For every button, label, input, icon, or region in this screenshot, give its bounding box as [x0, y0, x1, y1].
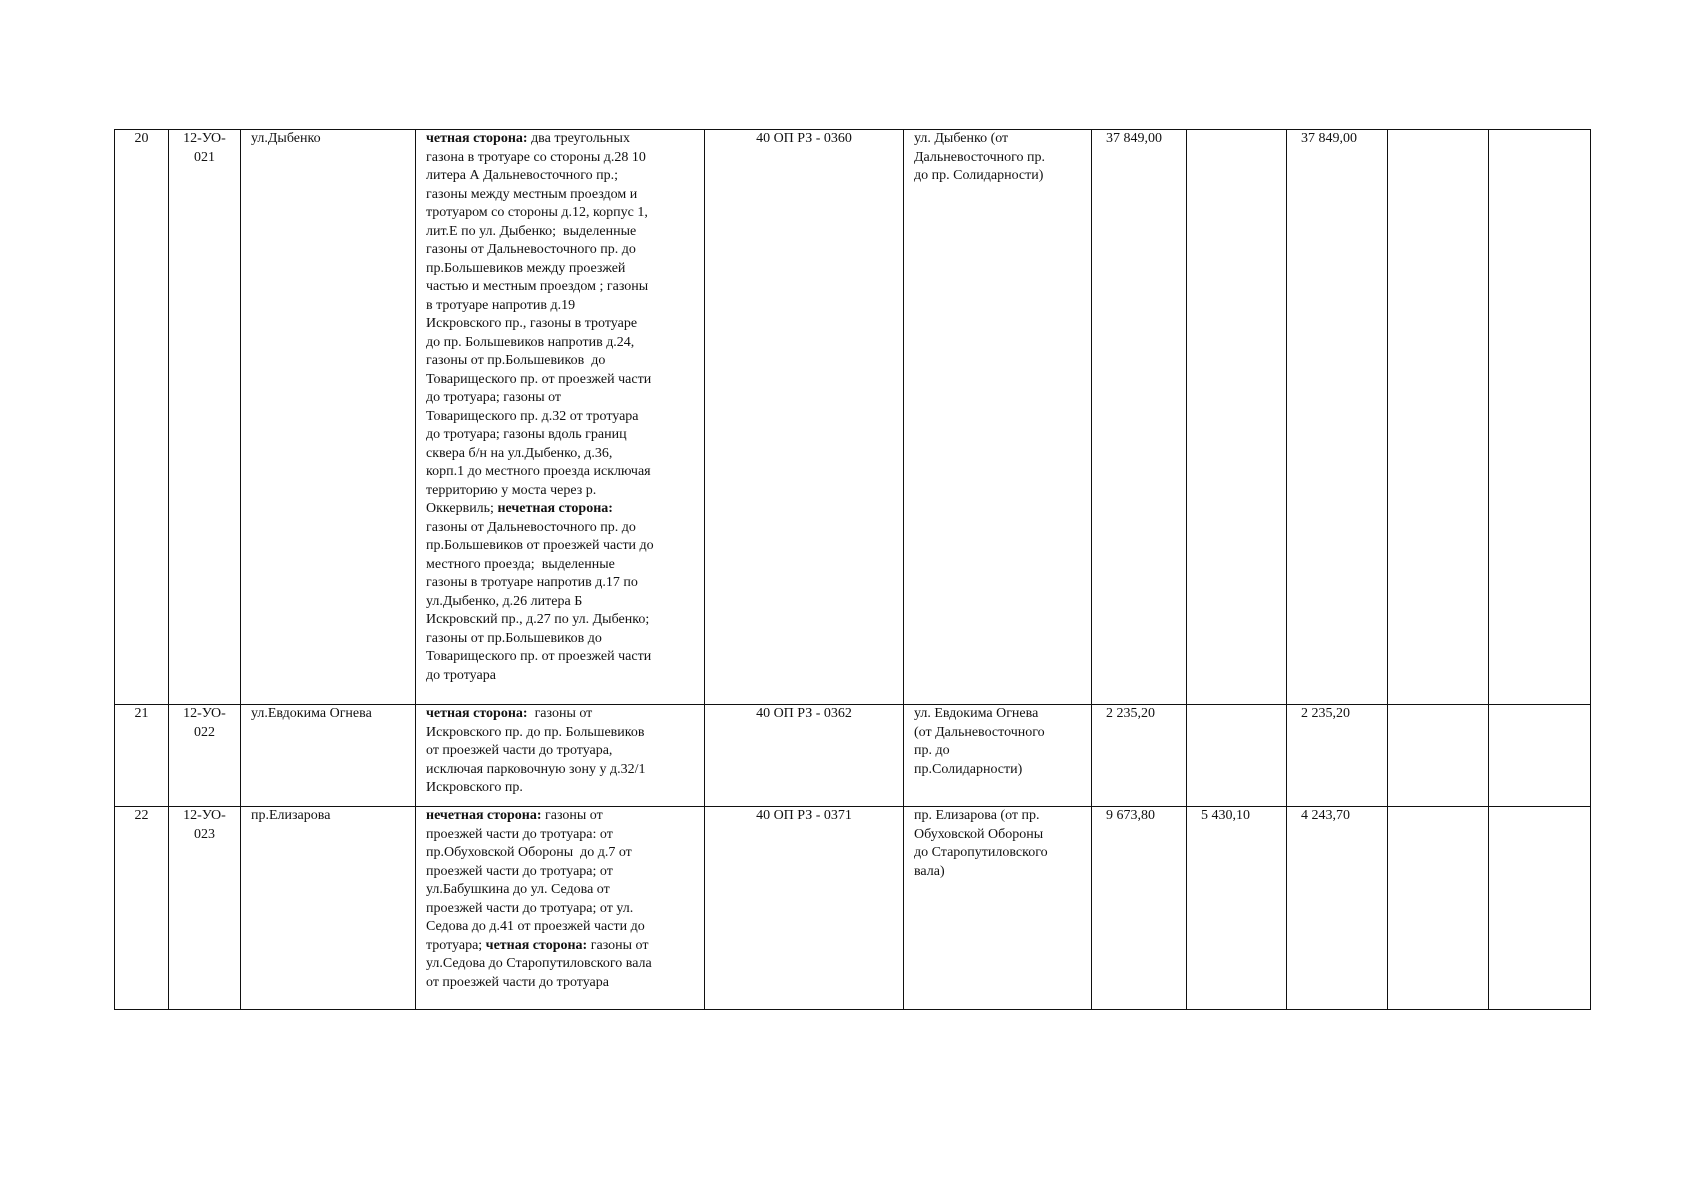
- road-name-line: пр. до: [914, 743, 950, 758]
- description-text: до тротуара; газоны вдоль границ: [426, 427, 627, 442]
- table-row: [115, 705, 1591, 807]
- object-code-line: 12-УО-: [183, 131, 226, 146]
- extra-cell: [1388, 807, 1489, 1010]
- lawn-description-cell: [416, 807, 705, 1010]
- street-name-cell: [241, 705, 416, 807]
- road-code: 40 ОП РЗ - 0371: [756, 808, 852, 823]
- road-name-line: ул. Евдокима Огнева: [914, 706, 1039, 721]
- area-part2-value: 37 849,00: [1301, 131, 1357, 146]
- row-number: 21: [134, 706, 149, 721]
- description-text: литера А Дальневосточного пр.;: [426, 168, 619, 183]
- description-text: тротуара;: [426, 937, 486, 953]
- area-part1-cell: [1187, 705, 1287, 807]
- road-name-line: (от Дальневосточного: [914, 724, 1045, 740]
- description-line: [426, 223, 696, 242]
- description-text: корп.1 до местного проезда исключая: [426, 464, 651, 479]
- description-text: Товарищеского пр. д.32 от тротуара: [426, 408, 639, 424]
- description-line: [426, 371, 696, 390]
- road-name-line: вала): [914, 863, 945, 879]
- description-side-label: четная сторона:: [426, 706, 528, 721]
- description-text: исключая парковочную зону у д.32/1: [426, 761, 646, 777]
- row-number-cell: [115, 705, 169, 807]
- description-line: [426, 241, 696, 260]
- area-part1-value: 5 430,10: [1201, 808, 1250, 823]
- object-code-line: 023: [194, 826, 215, 842]
- description-line: [426, 667, 696, 686]
- description-line: [426, 260, 696, 279]
- description-line: [426, 519, 696, 538]
- description-line: [426, 315, 696, 334]
- lawn-description-cell: [416, 130, 705, 705]
- description-line: [426, 352, 696, 371]
- description-line: [426, 648, 696, 667]
- row-number-cell: [115, 807, 169, 1010]
- description-line: [426, 724, 696, 743]
- road-name-line: до Старопутиловского: [914, 845, 1048, 860]
- road-code: 40 ОП РЗ - 0362: [756, 706, 852, 721]
- description-line: [426, 918, 696, 937]
- description-line: [426, 482, 696, 501]
- description-side-label: четная сторона:: [426, 131, 528, 146]
- extra-cell: [1489, 705, 1591, 807]
- description-text: сквера б/н на ул.Дыбенко, д.36,: [426, 445, 613, 461]
- extra-cell: [1489, 130, 1591, 705]
- street-name: пр.Елизарова: [251, 808, 331, 823]
- description-line: [426, 779, 696, 798]
- description-text: газоны от пр.Большевиков до: [426, 630, 602, 646]
- description-text: пр.Большевиков между проезжей: [426, 260, 626, 276]
- road-name-line: пр.Солидарности): [914, 761, 1023, 777]
- description-line: [426, 807, 696, 826]
- area-part2-cell: [1287, 807, 1388, 1010]
- description-text: от проезжей части до тротуара,: [426, 743, 613, 758]
- road-name-line: Дальневосточного пр.: [914, 149, 1046, 165]
- area-total-value: 9 673,80: [1106, 808, 1155, 823]
- description-text: газоны от Дальневосточного пр. до: [426, 242, 636, 257]
- description-line: [426, 844, 696, 863]
- road-name-cell: [904, 130, 1092, 705]
- description-line: [426, 611, 696, 630]
- object-code-line: 12-УО-: [183, 808, 226, 823]
- description-line: [426, 742, 696, 761]
- road-code-cell: [705, 130, 904, 705]
- description-line: [426, 593, 696, 612]
- description-text: проезжей части до тротуара; от: [426, 863, 613, 879]
- description-line: [426, 937, 696, 956]
- description-text: от проезжей части до тротуара: [426, 974, 609, 990]
- description-text: газоны между местным проездом и: [426, 186, 638, 202]
- description-line: [426, 974, 696, 993]
- area-total-cell: [1092, 130, 1187, 705]
- description-line: [426, 204, 696, 223]
- description-side-label: четная сторона:: [485, 937, 588, 953]
- road-name-line: Обуховской Обороны: [914, 826, 1044, 842]
- road-code-cell: [705, 705, 904, 807]
- description-line: [426, 500, 696, 519]
- road-name-line: до пр. Солидарности): [914, 168, 1044, 183]
- table-row: [115, 130, 1591, 705]
- description-text: пр.Обуховской Обороны до д.7 от: [426, 845, 632, 860]
- description-line: [426, 445, 696, 464]
- description-text: ул.Седова до Старопутиловского вала: [426, 956, 652, 971]
- extra-cell: [1388, 705, 1489, 807]
- area-part2-cell: [1287, 705, 1388, 807]
- row-number: 22: [134, 808, 149, 823]
- description-text: газоны от: [541, 808, 603, 823]
- road-name-line: ул. Дыбенко (от: [914, 131, 1009, 146]
- description-text: Искровского пр.: [426, 780, 523, 795]
- area-total-value: 2 235,20: [1106, 706, 1155, 721]
- description-line: [426, 167, 696, 186]
- description-line: [426, 297, 696, 316]
- lawn-description-cell: [416, 705, 705, 807]
- row-number-cell: [115, 130, 169, 705]
- description-line: [426, 826, 696, 845]
- description-line: [426, 881, 696, 900]
- road-name-cell: [904, 807, 1092, 1010]
- description-text: Товарищеского пр. от проезжей части: [426, 649, 652, 664]
- area-part2-value: 4 243,70: [1301, 808, 1350, 823]
- object-code-line: 021: [194, 149, 215, 165]
- description-text: проезжей части до тротуара: от: [426, 826, 613, 842]
- description-text: газоны от: [527, 706, 593, 721]
- street-name-cell: [241, 807, 416, 1010]
- roads-lawns-table: [114, 129, 1591, 1010]
- road-code-cell: [705, 807, 904, 1010]
- description-line: [426, 537, 696, 556]
- description-text: Седова до д.41 от проезжей части до: [426, 919, 645, 934]
- description-text: пр.Большевиков от проезжей части до: [426, 538, 654, 553]
- description-text: проезжей части до тротуара; от ул.: [426, 900, 634, 916]
- description-text: газоны от: [587, 937, 649, 953]
- description-text: в тротуаре напротив д.19: [426, 297, 576, 313]
- extra-cell: [1489, 807, 1591, 1010]
- street-name: ул.Дыбенко: [251, 131, 321, 146]
- area-part2-cell: [1287, 130, 1388, 705]
- description-text: территорию у моста через р.: [426, 482, 597, 498]
- description-line: [426, 574, 696, 593]
- table-row: [115, 807, 1591, 1010]
- area-total-cell: [1092, 807, 1187, 1010]
- description-text: Искровского пр., газоны в тротуаре: [426, 316, 638, 331]
- description-line: [426, 408, 696, 427]
- description-text: ул.Дыбенко, д.26 литера Б: [426, 593, 583, 609]
- object-code-cell: [169, 705, 241, 807]
- object-code-line: 022: [194, 724, 215, 740]
- street-name-cell: [241, 130, 416, 705]
- description-line: [426, 389, 696, 408]
- description-line: [426, 556, 696, 575]
- description-line: [426, 186, 696, 205]
- description-text: местного проезда; выделенные: [426, 556, 615, 572]
- description-text: до тротуара; газоны от: [426, 390, 562, 405]
- description-text: газона в тротуаре со стороны д.28 10: [426, 149, 646, 165]
- description-line: [426, 705, 696, 724]
- description-line: [426, 278, 696, 297]
- description-line: [426, 630, 696, 649]
- description-line: [426, 955, 696, 974]
- description-text: газоны от пр.Большевиков до: [426, 353, 606, 368]
- street-name: ул.Евдокима Огнева: [251, 706, 372, 721]
- description-line: [426, 149, 696, 168]
- object-code-line: 12-УО-: [183, 706, 226, 721]
- description-side-label: нечетная сторона:: [426, 808, 542, 823]
- description-text: частью и местным проездом ; газоны: [426, 279, 649, 294]
- road-code: 40 ОП РЗ - 0360: [756, 131, 852, 146]
- description-text: газоны от Дальневосточного пр. до: [426, 519, 636, 535]
- object-code-cell: [169, 130, 241, 705]
- description-text: тротуаром со стороны д.12, корпус 1,: [426, 205, 648, 220]
- description-side-label: нечетная сторона:: [497, 501, 613, 516]
- area-total-value: 37 849,00: [1106, 131, 1162, 146]
- object-code-cell: [169, 807, 241, 1010]
- description-text: Искровского пр. до пр. Большевиков: [426, 724, 645, 740]
- description-text: два треугольных: [527, 131, 630, 146]
- description-text: Искровский пр., д.27 по ул. Дыбенко;: [426, 612, 650, 627]
- description-line: [426, 130, 696, 149]
- table-body: [115, 130, 1591, 1010]
- row-number: 20: [134, 131, 149, 146]
- description-text: газоны в тротуаре напротив д.17 по: [426, 575, 638, 590]
- area-part1-cell: [1187, 130, 1287, 705]
- area-part2-value: 2 235,20: [1301, 706, 1350, 721]
- description-text: до пр. Большевиков напротив д.24,: [426, 334, 635, 350]
- description-line: [426, 900, 696, 919]
- road-name-line: пр. Елизарова (от пр.: [914, 808, 1040, 823]
- description-line: [426, 463, 696, 482]
- description-text: ул.Бабушкина до ул. Седова от: [426, 882, 610, 897]
- description-text: Товарищеского пр. от проезжей части: [426, 371, 652, 387]
- description-text: до тротуара: [426, 667, 496, 683]
- road-name-cell: [904, 705, 1092, 807]
- description-text: лит.Е по ул. Дыбенко; выделенные: [426, 223, 637, 239]
- description-line: [426, 761, 696, 780]
- description-line: [426, 426, 696, 445]
- description-line: [426, 863, 696, 882]
- area-part1-cell: [1187, 807, 1287, 1010]
- extra-cell: [1388, 130, 1489, 705]
- description-line: [426, 334, 696, 353]
- area-total-cell: [1092, 705, 1187, 807]
- description-text: Оккервиль;: [426, 501, 498, 516]
